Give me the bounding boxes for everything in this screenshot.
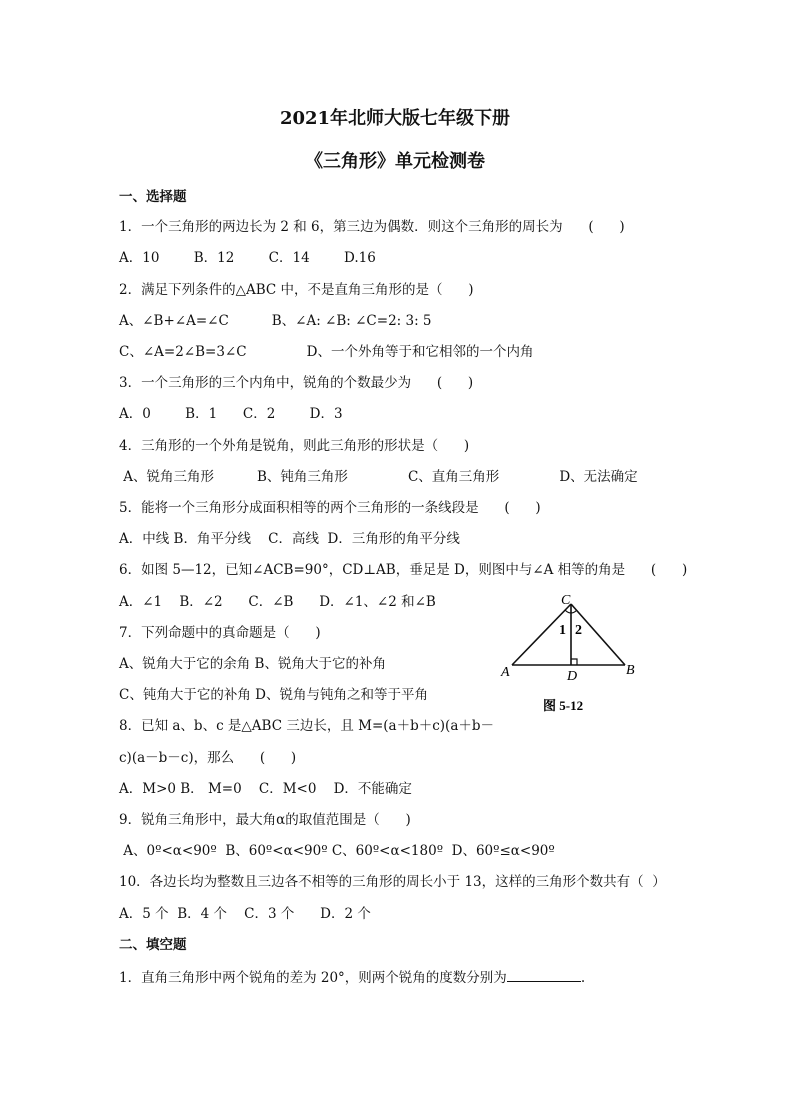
q2-options-ab: A、∠B+∠A=∠C B、∠A: ∠B: ∠C=2: 3: 5 [119, 313, 432, 329]
title-line-1: 2021年北师大版七年级下册 [279, 108, 511, 129]
figure-caption: 图 5-12 [543, 698, 584, 713]
label-c: C [561, 593, 571, 608]
q7-options-ab: A、锐角大于它的余角 B、锐角大于它的补角 [119, 656, 386, 672]
q6-options: A．∠1 B．∠2 C．∠B D．∠1、∠2 和∠B [119, 594, 436, 610]
q8-options: A．M>0 B． M=0 C．M<0 D．不能确定 [119, 781, 412, 797]
q9-options: A、0º<α<90º B、60º<α<90º C、60º<α<180º D、60º≤α<90º [119, 843, 555, 859]
section-heading-choice: 一、选择题 [119, 189, 187, 205]
section-heading-fill: 二、填空题 [119, 937, 187, 953]
q2-options-cd: C、∠A=2∠B=3∠C D、一个外角等于和它相邻的一个内角 [119, 344, 534, 360]
q4-options: A、锐角三角形 B、钝角三角形 C、直角三角形 D、无法确定 [119, 469, 638, 485]
fill-question-1-text: 1．直角三角形中两个锐角的差为 20°，则两个锐角的度数分别为 [119, 970, 507, 986]
fill-question-1 [119, 967, 585, 987]
title-line-2: 《三角形》单元检测卷 [305, 151, 485, 172]
right-angle-mark [571, 659, 577, 665]
question-8-cont: c)(a－b－c)，那么 ( ) [119, 750, 297, 766]
question-5: 5．能将一个三角形分成面积相等的两个三角形的一条线段是 ( ) [119, 500, 541, 516]
question-7: 7．下列命题中的真命题是（ ) [119, 625, 321, 641]
label-a: A [501, 665, 510, 680]
question-2: 2．满足下列条件的△ABC 中，不是直角三角形的是（ ) [119, 282, 474, 298]
question-9: 9．锐角三角形中，最大角α的取值范围是（ ) [119, 812, 411, 828]
q10-options: A．5 个 B．4 个 C．3 个 D．2 个 [119, 906, 371, 922]
label-angle-2: 2 [575, 623, 582, 638]
label-angle-1: 1 [559, 623, 566, 638]
q7-options-cd: C、钝角大于它的补角 D、锐角与钝角之和等于平角 [119, 687, 428, 703]
triangle-figure [495, 590, 645, 720]
fill-question-1-end: . [580, 970, 586, 986]
question-4: 4．三角形的一个外角是锐角，则此三角形的形状是（ ) [119, 438, 470, 454]
label-b: B [626, 663, 635, 678]
answer-blank [507, 967, 581, 982]
question-6: 6．如图 5—12，已知∠ACB=90°，CD⊥AB，垂足是 D，则图中与∠A 相等的角是 ( ) [119, 562, 688, 578]
question-1: 1．一个三角形的两边长为 2 和 6，第三边为偶数．则这个三角形的周长为 ( ) [119, 219, 625, 235]
question-3: 3．一个三角形的三个内角中，锐角的个数最少为 ( ) [119, 375, 474, 391]
q1-options: A．10 B．12 C．14 D.16 [119, 250, 376, 266]
question-8: 8．已知 a、b、c 是△ABC 三边长，且 M=(a＋b＋c)(a＋b－ [119, 718, 495, 734]
label-d: D [567, 669, 578, 684]
q3-options: A．0 B．1 C．2 D．3 [119, 406, 343, 422]
question-10: 10．各边长均为整数且三边各不相等的三角形的周长小于 13，这样的三角形个数共有（ ） [119, 874, 666, 890]
q5-options: A．中线 B．角平分线 C．高线 D．三角形的角平分线 [119, 531, 460, 547]
